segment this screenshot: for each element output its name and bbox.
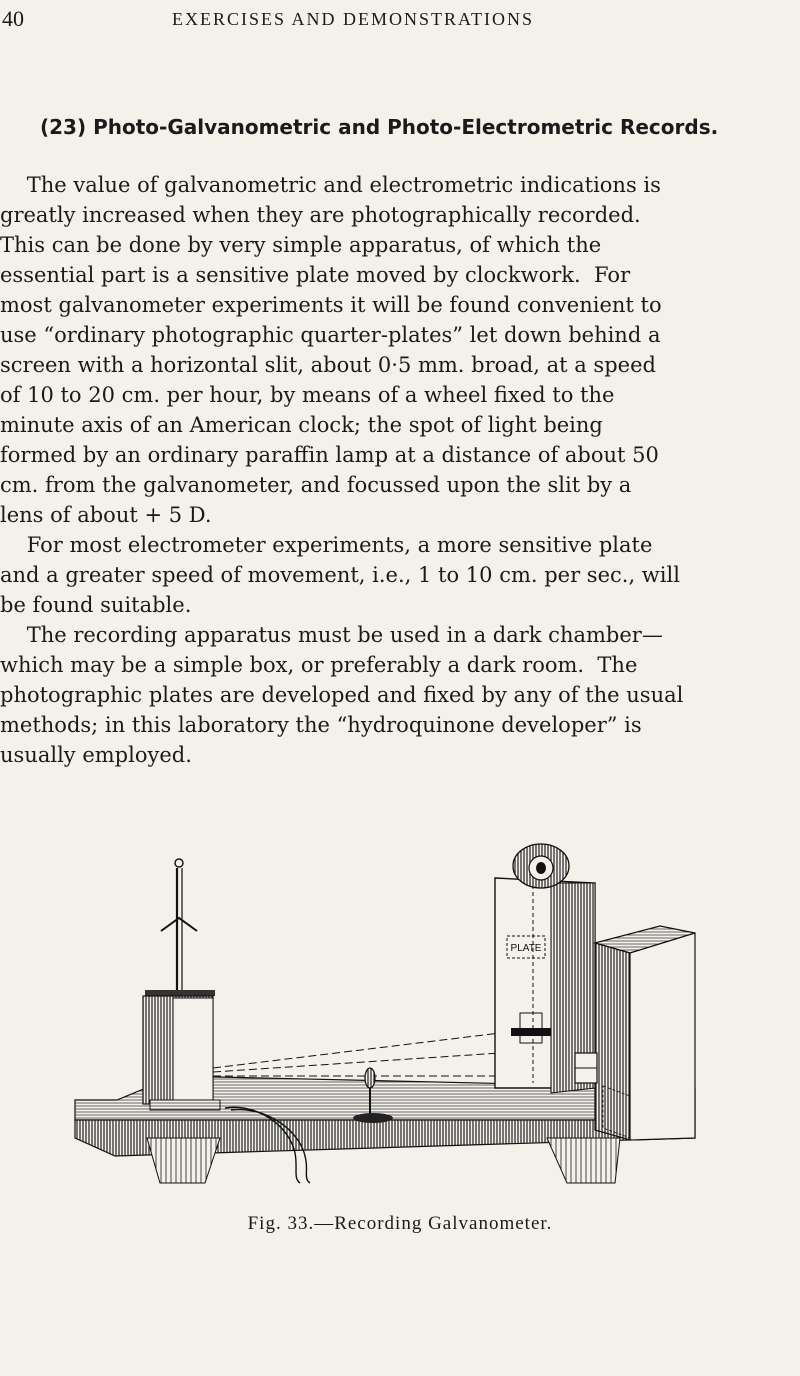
- apparatus-illustration: [55, 838, 710, 1188]
- page-number: 40: [2, 6, 24, 31]
- figure-recording-galvanometer: [55, 838, 710, 1188]
- text-line: cm. from the galvanometer, and focussed upon the slit by a: [0, 473, 632, 497]
- text-line: usually employed.: [0, 743, 192, 767]
- plate-label: PLATE: [510, 943, 542, 954]
- text-line: which may be a simple box, or preferably a dark room. The: [0, 653, 638, 677]
- text-line: methods; in this laboratory the “hydroquinone developer” is: [0, 713, 642, 737]
- text-line: screen with a horizontal slit, about 0·5 mm. broad, at a speed: [0, 353, 656, 377]
- text-line: This can be done by very simple apparatus, of which the: [0, 233, 602, 257]
- text-line: photographic plates are developed and fixed by any of the usual: [0, 683, 684, 707]
- galvanometer: [143, 859, 220, 1110]
- section-heading: (23) Photo-Galvanometric and Photo-Electrometric Records.: [40, 115, 719, 139]
- figure-caption: Fig. 33.—Recording Galvanometer.: [247, 1213, 553, 1234]
- text-line: The value of galvanometric and electrometric indications is: [0, 173, 661, 197]
- text-line: be found suitable.: [0, 593, 192, 617]
- running-title: EXERCISES AND DEMONSTRATIONS: [172, 9, 535, 29]
- running-head: [0, 6, 800, 34]
- text-line: The recording apparatus must be used in a dark chamber—: [0, 623, 663, 647]
- text-line: most galvanometer experiments it will be found convenient to: [0, 293, 662, 317]
- text-line: minute axis of an American clock; the spot of light being: [0, 413, 603, 437]
- text-line: formed by an ordinary paraffin lamp at a distance of about 50: [0, 443, 659, 467]
- text-line: and a greater speed of movement, i.e., 1 to 10 cm. per sec., will: [0, 563, 680, 587]
- text-line: essential part is a sensitive plate moved by clockwork. For: [0, 263, 631, 287]
- text-line: lens of about + 5 D.: [0, 503, 212, 527]
- text-line: of 10 to 20 cm. per hour, by means of a wheel fixed to the: [0, 383, 615, 407]
- text-line: For most electrometer experiments, a more sensitive plate: [0, 533, 653, 557]
- text-line: use “ordinary photographic quarter-plates” let down behind a: [0, 323, 661, 347]
- text-line: greatly increased when they are photographically recorded.: [0, 203, 641, 227]
- light-beam: [213, 1033, 515, 1076]
